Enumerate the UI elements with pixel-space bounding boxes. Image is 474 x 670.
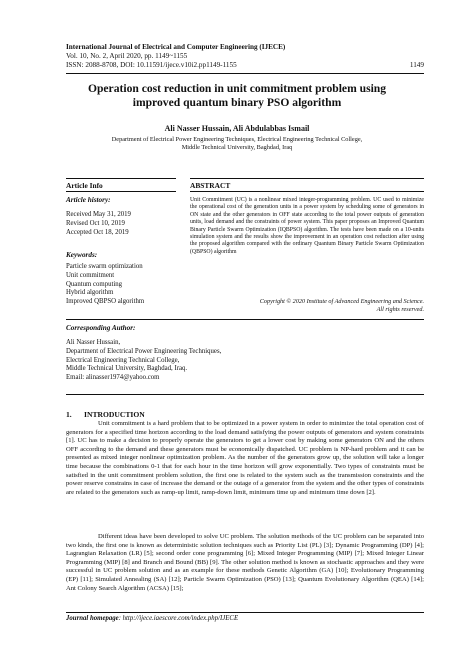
introduction-heading: [66, 410, 145, 419]
keyword-item: Improved QBPSO algorithm: [66, 298, 145, 306]
keyword-item: Quantum computing: [66, 280, 123, 288]
corresponding-name: Ali Nasser Hussain,: [66, 339, 121, 346]
intro-paragraph-1: Unit commitment is a hard problem that to be optimized in a power system in order to minimize the total operation cost of generators for a specified time horizon according to the load demand satisfying the power outputs of generators and system constraints [1]. UC has to make a decision to properly operate the generators to get a lower cost by making some generators ON and the others OFF according to the demand and these generators must be economically dispatched. UC problem is NP-hard problem and it can be presented as mixed integer nonlinear optimization problem. As the number of the generators grow up, the solution will take a longer time because the combinations 0-1 that for each hour in the time horizon will grow exponentially. Two types of constraints must be satisfied in the unit commitment problem solution, the first one is related to the system such as the transmission constraints and the power reserve constrains in case of increase the demand or the outage of a generator from the system and the other types of constraints are related to the generators such as ramp-up limit, ramp-down limit, minimum time up and minimum time down [2].: [66, 420, 424, 496]
corresponding-author: [66, 339, 366, 383]
corresponding-email: Email: alinasser1974@yahoo.com: [66, 374, 160, 382]
keyword-item: Particle swarm optimization: [66, 263, 143, 270]
corresponding-college: Electrical Engineering Technical College,: [66, 356, 180, 364]
corresponding-top-rule: [66, 319, 424, 320]
copyright-line-2: All rights reserved.: [376, 306, 424, 313]
abstract-heading: ABSTRACT: [190, 181, 231, 190]
homepage-url[interactable]: : http://ijece.iaescore.com/index.php/IJECE: [118, 615, 239, 622]
section-number: 1.: [66, 410, 72, 419]
accepted-date: Accepted Oct 18, 2019: [66, 228, 129, 236]
abstract-mid-rule: [190, 191, 424, 192]
corresponding-university: Middle Technical University, Baghdad, Iraq.: [66, 365, 188, 373]
article-info-top-rule: [66, 178, 176, 179]
homepage-label: Journal homepage: [66, 615, 119, 622]
article-history: [66, 211, 176, 237]
corresponding-bottom-rule: [66, 394, 424, 395]
title-line-1: Operation cost reduction in unit commitment problem using: [87, 82, 387, 95]
received-date: Received May 31, 2019: [66, 211, 131, 218]
article-info-heading: Article Info: [66, 181, 103, 190]
abstract-top-rule: [190, 178, 424, 179]
section-title: INTRODUCTION: [84, 410, 145, 419]
journal-issn: ISSN: 2088-8708, DOI: 10.11591/ijece.v10i2.pp1149-1155: [66, 61, 237, 70]
header-divider: [66, 73, 424, 74]
journal-volume: Vol. 10, No. 2, April 2020, pp. 1149~1155: [66, 52, 188, 61]
paper-authors: Ali Nasser Hussain, Ali Abdulabbas Ismail: [164, 124, 310, 133]
intro-paragraph-2: Different ideas have been developed to solve UC problem. The solution methods of the UC problem can be separated into two kinds, the first one is known as deterministic solution techniques such as Priority List (PL) [3]; Dynamic Programming (DP) [4]; Lagrangian Relaxation (LR) [5]; second order cone programming [6]; Mixed Integer Programming (MIP) [7]; Mixed Integer Linear Programming (MIP) [8] and Branch and Bound (BB) [9]. The other solution method is known as stochastic approaches and they were successful in UC problem solution and as an example for these methods Genetic Algorithm (GA) [10]; Evolutionary Programming (EP) [11]; Simulated Annealing (SA) [12]; Particle Swarm Optimization (PSO) [13]; Quantum Evolutionary Algorithm (QEA) [14]; Ant Colony Search Algorithm (ACSA) [15];: [66, 533, 424, 592]
journal-name: International Journal of Electrical and Computer Engineering (IJECE): [66, 43, 286, 51]
page-number: 1149: [409, 61, 424, 69]
revised-date: Revised Oct 10, 2019: [66, 219, 125, 227]
paper-title: [60, 82, 414, 110]
copyright-notice: [190, 298, 424, 314]
journal-header: [66, 43, 416, 71]
paper-affiliation: [60, 136, 414, 153]
corresponding-dept: Department of Electrical Power Engineering Techniques,: [66, 347, 222, 355]
abstract-text: Unit Commitment (UC) is a nonlinear mixed integer-programming problem. UC used to minimize the operational cost of the generation units in a power system by scheduling some of generators in ON state and the other generators in OFF state according to the total power outputs of generation units, load demand and the constraints of power system. This paper proposes an Improved Quantum Binary Particle Swarm Optimization (IQBPSO) algorithm. The tests have been made on a 10-units simulation system and the results show the improvement in an operation cost reduction after using the proposed algorithm compared with the ordinary Quantum Binary Particle Swarm Optimization (QBPSO) algorithm: [190, 197, 424, 255]
corresponding-heading: Corresponding Author:: [66, 324, 136, 332]
affiliation-line-1: Department of Electrical Power Engineering Techniques, Electrical Engineering Technical College,: [111, 136, 363, 143]
keywords-heading: Keywords:: [66, 251, 98, 259]
history-heading: Article history:: [66, 196, 111, 204]
keywords-list: [66, 263, 176, 307]
copyright-line-1: Copyright © 2020 Institute of Advanced Engineering and Science.: [259, 298, 424, 305]
title-line-2: improved quantum binary PSO algorithm: [132, 96, 342, 109]
affiliation-line-2: Middle Technical University, Baghdad, Iraq: [181, 144, 293, 152]
keyword-item: Hybrid algorithm: [66, 289, 114, 297]
journal-homepage: [66, 615, 238, 622]
footer-divider: [66, 612, 424, 613]
keyword-item: Unit commitment: [66, 271, 115, 279]
article-info-mid-rule: [66, 191, 176, 192]
